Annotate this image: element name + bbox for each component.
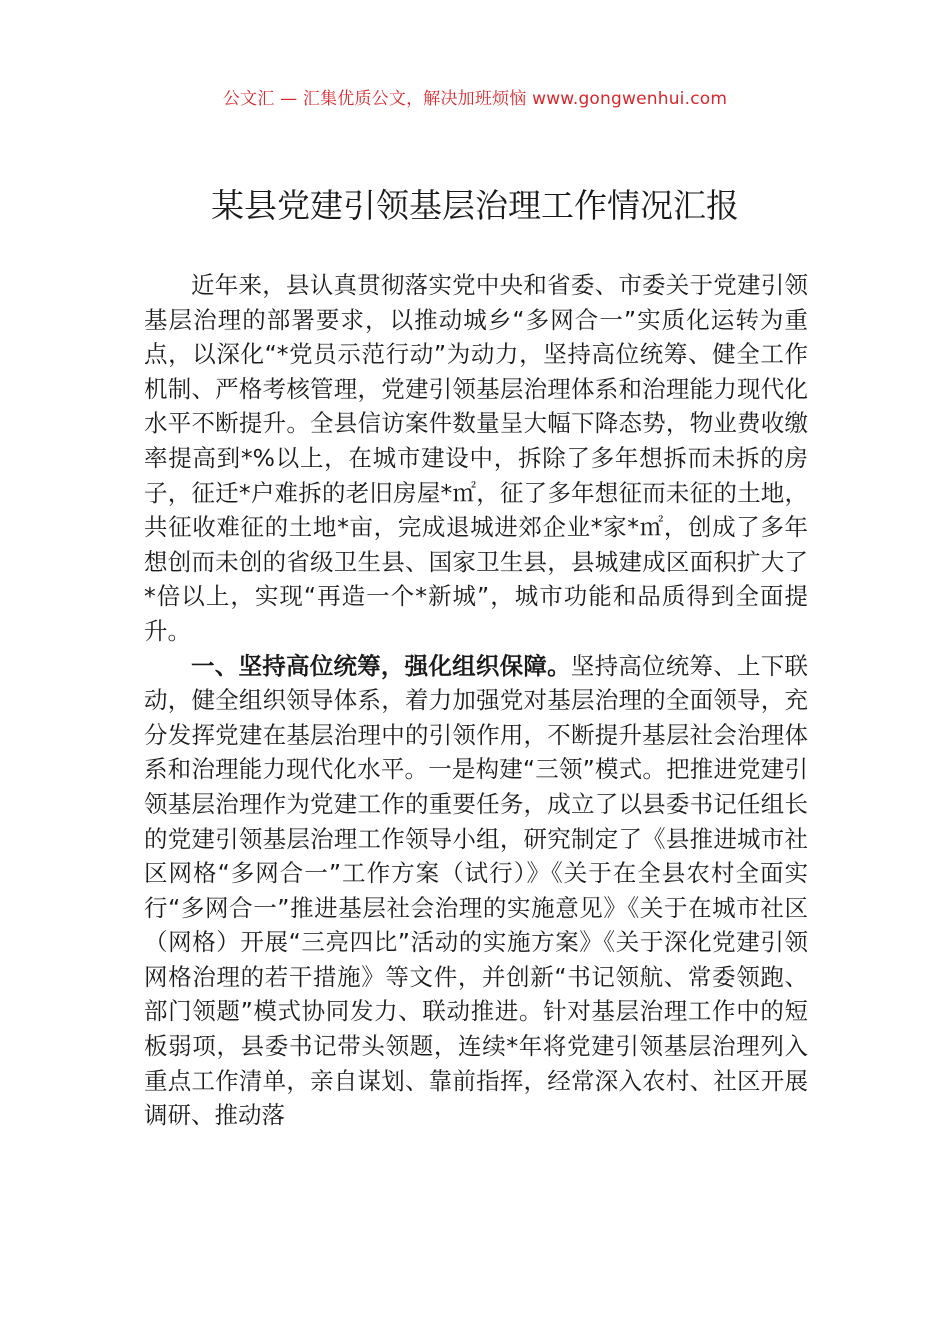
paragraph-text: 近年来，县认真贯彻落实党中央和省委、市委关于党建引领基层治理的部署要求，以推动城乡“多网合一”实质化运转为重点，以深化“*党员示范行动”为动力，坚持高位统筹、健全工作机制、严格考核管理，党建引领基层治理体系和治理能力现代化水平不断提升。全县信访案件数量呈大幅下降态势，物业费收缴率提高到*%以上，在城市建设中，拆除了多年想拆而未拆的房子，征迁*户难拆的老旧房屋*㎡，征了多年想征而未征的土地，共征收难征的土地*亩，完成退城进郊企业*家*㎡，创成了多年想创而未创的省级卫生县、国家卫生县，县城建成区面积扩大了*倍以上，实现“再造一个*新城”，城市功能和品质得到全面提升。 [144,271,808,645]
document-title: 某县党建引领基层治理工作情况汇报 [211,186,739,225]
section-heading: 一、坚持高位统筹，强化组织保障。 [191,651,571,680]
paragraph-section-one [144,649,808,1133]
paragraph-intro [144,268,808,649]
document-body [144,268,808,1133]
paragraph-text: 坚持高位统筹、上下联动，健全组织领导体系，着力加强党对基层治理的全面领导，充分发挥党建在基层治理中的引领作用，不断提升基层社会治理体系和治理能力现代化水平。一是构建“三领”模式。把推进党建引领基层治理作为党建工作的重要任务，成立了以县委书记任组长的党建引领基层治理工作领导小组，研究制定了《县推进城市社区网格“多网合一”工作方案（试行）》《关于在全县农村全面实行“多网合一”推进基层社会治理的实施意见》《关于在城市社区（网格）开展“三亮四比”活动的实施方案》《关于深化党建引领网格治理的若干措施》等文件，并创新“书记领航、常委领跑、部门领题”模式协同发力、联动推进。针对基层治理工作中的短板弱项，县委书记带头领题，连续*年将党建引领基层治理列入重点工作清单，亲自谋划、靠前指挥，经常深入农村、社区开展调研、推动落 [144,651,809,1130]
header-banner: 公文汇 — 汇集优质公文，解决加班烦恼 www.gongwenhui.com [222,89,728,109]
